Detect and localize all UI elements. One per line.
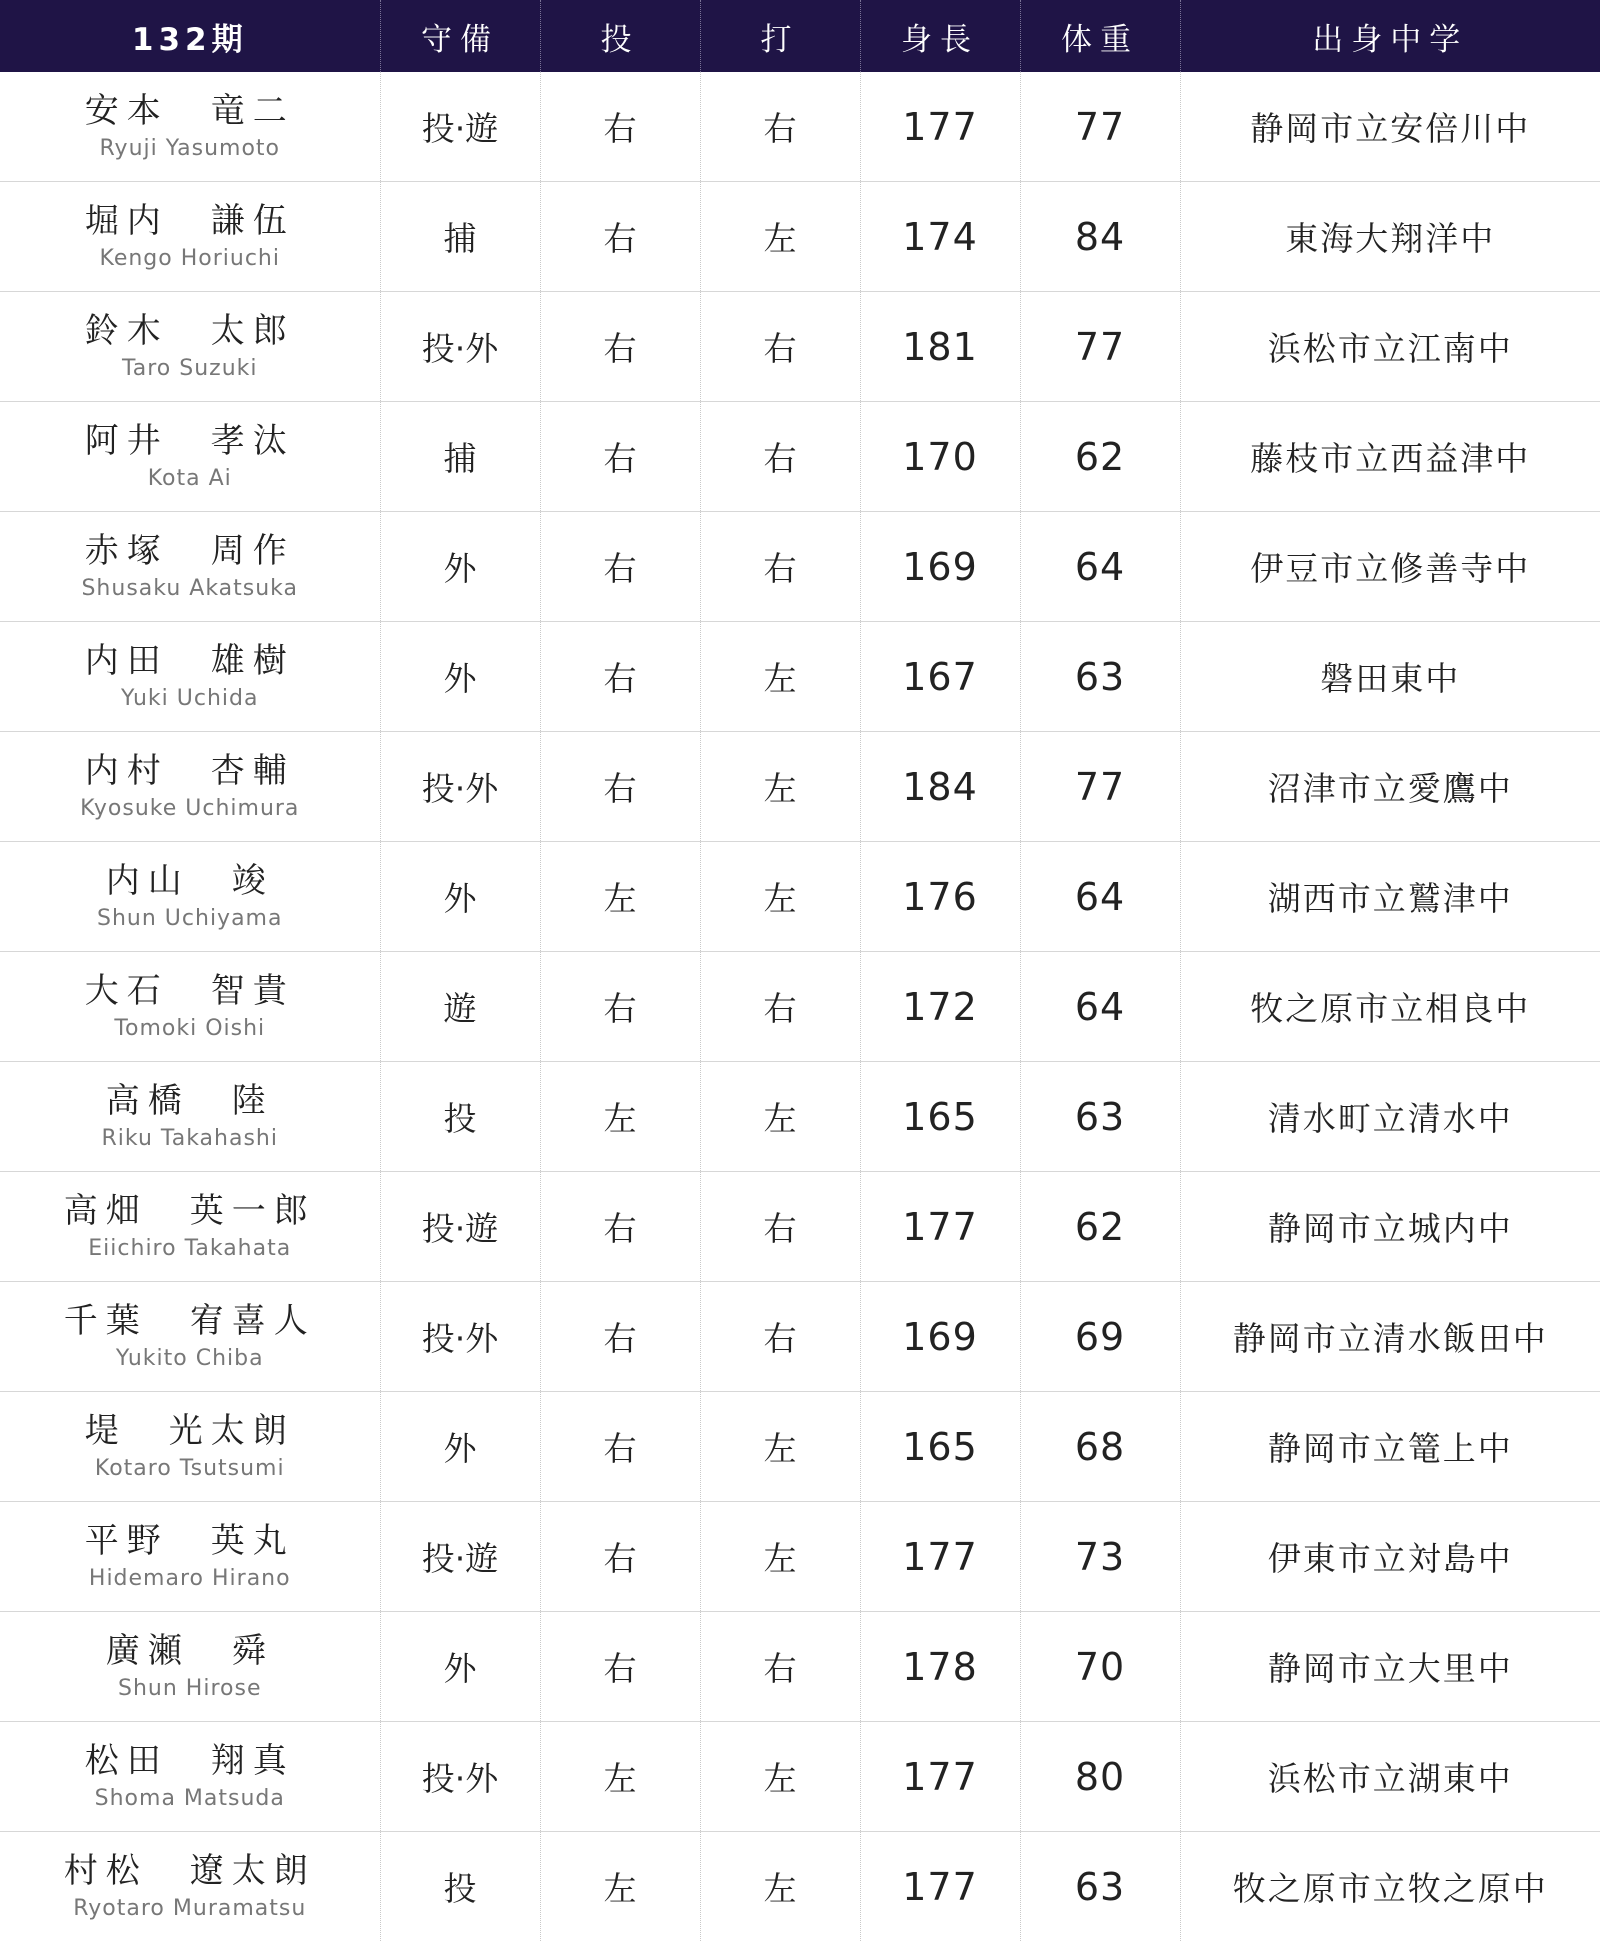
player-name-jp: 廣瀬 舜 bbox=[105, 1630, 274, 1671]
player-weight-cell: 63 bbox=[1020, 622, 1180, 732]
table-row bbox=[0, 952, 1600, 1062]
player-name-jp: 阿井 孝汰 bbox=[84, 420, 295, 461]
player-bat-cell: 左 bbox=[700, 622, 860, 732]
player-school-cell: 沼津市立愛鷹中 bbox=[1180, 732, 1600, 842]
player-bat-cell: 左 bbox=[700, 1722, 860, 1832]
player-position-cell: 投·外 bbox=[380, 292, 540, 402]
player-position-cell: 投·遊 bbox=[380, 1502, 540, 1612]
player-bat-cell: 左 bbox=[700, 1062, 860, 1172]
player-height-cell: 177 bbox=[860, 1722, 1020, 1832]
player-name-cell bbox=[0, 292, 380, 402]
player-name-jp: 大石 智貴 bbox=[84, 970, 295, 1011]
player-name-en: Kota Ai bbox=[147, 465, 232, 491]
player-height-cell: 181 bbox=[860, 292, 1020, 402]
player-weight-cell: 69 bbox=[1020, 1282, 1180, 1392]
player-name-en: Hidemaro Hirano bbox=[88, 1565, 291, 1591]
player-name-en: Tomoki Oishi bbox=[114, 1015, 266, 1041]
player-bat-cell: 右 bbox=[700, 72, 860, 182]
player-bat-cell: 右 bbox=[700, 952, 860, 1062]
player-bat-cell: 左 bbox=[700, 842, 860, 952]
player-position-cell: 投·遊 bbox=[380, 1172, 540, 1282]
player-position-cell: 捕 bbox=[380, 182, 540, 292]
player-name-en: Yukito Chiba bbox=[115, 1345, 264, 1371]
player-weight-cell: 64 bbox=[1020, 512, 1180, 622]
player-height-cell: 174 bbox=[860, 182, 1020, 292]
table-row bbox=[0, 182, 1600, 292]
header-school: 出身中学 bbox=[1180, 0, 1600, 72]
player-height-cell: 184 bbox=[860, 732, 1020, 842]
player-name-cell bbox=[0, 622, 380, 732]
player-name-jp: 赤塚 周作 bbox=[84, 530, 295, 571]
player-height-cell: 172 bbox=[860, 952, 1020, 1062]
table-row bbox=[0, 1832, 1600, 1942]
player-school-cell: 湖西市立鷲津中 bbox=[1180, 842, 1600, 952]
table-row bbox=[0, 292, 1600, 402]
player-position-cell: 投 bbox=[380, 1062, 540, 1172]
player-bat-cell: 右 bbox=[700, 292, 860, 402]
player-throw-cell: 右 bbox=[540, 1172, 700, 1282]
player-name-en: Eiichiro Takahata bbox=[88, 1235, 292, 1261]
player-throw-cell: 左 bbox=[540, 1722, 700, 1832]
player-height-cell: 176 bbox=[860, 842, 1020, 952]
player-school-cell: 静岡市立篭上中 bbox=[1180, 1392, 1600, 1502]
player-name-en: Ryuji Yasumoto bbox=[99, 135, 281, 161]
player-school-cell: 静岡市立安倍川中 bbox=[1180, 72, 1600, 182]
player-name-jp: 高橋 陸 bbox=[105, 1080, 274, 1121]
player-name-cell bbox=[0, 1612, 380, 1722]
player-weight-cell: 77 bbox=[1020, 72, 1180, 182]
player-name-en: Taro Suzuki bbox=[121, 355, 258, 381]
player-name-en: Kyosuke Uchimura bbox=[80, 795, 300, 821]
table-row bbox=[0, 622, 1600, 732]
player-position-cell: 外 bbox=[380, 1392, 540, 1502]
player-school-cell: 浜松市立湖東中 bbox=[1180, 1722, 1600, 1832]
player-name-en: Riku Takahashi bbox=[101, 1125, 278, 1151]
player-throw-cell: 右 bbox=[540, 72, 700, 182]
player-bat-cell: 右 bbox=[700, 512, 860, 622]
table-row bbox=[0, 1392, 1600, 1502]
header-throw: 投 bbox=[540, 0, 700, 72]
table-row bbox=[0, 1502, 1600, 1612]
player-bat-cell: 右 bbox=[700, 1612, 860, 1722]
player-name-en: Shun Hirose bbox=[118, 1675, 262, 1701]
player-position-cell: 遊 bbox=[380, 952, 540, 1062]
player-name-en: Shusaku Akatsuka bbox=[81, 575, 299, 601]
player-position-cell: 投 bbox=[380, 1832, 540, 1942]
player-height-cell: 165 bbox=[860, 1062, 1020, 1172]
player-name-cell bbox=[0, 842, 380, 952]
player-throw-cell: 右 bbox=[540, 512, 700, 622]
player-school-cell: 牧之原市立牧之原中 bbox=[1232, 1869, 1548, 1908]
player-throw-cell: 右 bbox=[540, 1392, 700, 1502]
player-height-cell: 170 bbox=[860, 402, 1020, 512]
table-row bbox=[0, 512, 1600, 622]
player-bat-cell: 左 bbox=[700, 1832, 860, 1942]
table-row bbox=[0, 1172, 1600, 1282]
player-school-cell: 磐田東中 bbox=[1180, 622, 1600, 732]
player-name-jp: 内村 杏輔 bbox=[84, 750, 295, 791]
player-throw-cell: 左 bbox=[540, 842, 700, 952]
player-throw-cell: 右 bbox=[540, 952, 700, 1062]
player-height-cell: 167 bbox=[860, 622, 1020, 732]
player-bat-cell: 左 bbox=[700, 182, 860, 292]
player-weight-cell: 64 bbox=[1020, 842, 1180, 952]
table-row bbox=[0, 402, 1600, 512]
player-school-cell: 伊東市立対島中 bbox=[1180, 1502, 1600, 1612]
player-name-en: Shun Uchiyama bbox=[97, 905, 283, 931]
player-name-cell bbox=[0, 1832, 380, 1942]
player-name-en: Kotaro Tsutsumi bbox=[94, 1455, 285, 1481]
player-height-cell: 169 bbox=[860, 1282, 1020, 1392]
player-name-cell bbox=[0, 1172, 380, 1282]
player-throw-cell: 右 bbox=[540, 182, 700, 292]
player-weight-cell: 77 bbox=[1020, 292, 1180, 402]
player-name-jp: 高畑 英一郎 bbox=[63, 1190, 316, 1231]
player-position-cell: 投·外 bbox=[380, 1722, 540, 1832]
player-name-jp: 千葉 宥喜人 bbox=[63, 1300, 316, 1341]
player-bat-cell: 左 bbox=[700, 1502, 860, 1612]
player-name-jp: 安本 竜二 bbox=[84, 90, 295, 131]
player-position-cell: 投·遊 bbox=[380, 72, 540, 182]
player-throw-cell: 右 bbox=[540, 1502, 700, 1612]
table-row bbox=[0, 842, 1600, 952]
player-weight-cell: 84 bbox=[1020, 182, 1180, 292]
header-height: 身長 bbox=[860, 0, 1020, 72]
player-height-cell: 178 bbox=[860, 1612, 1020, 1722]
player-throw-cell: 右 bbox=[540, 1612, 700, 1722]
player-height-cell: 177 bbox=[860, 72, 1020, 182]
player-school-cell: 清水町立清水中 bbox=[1180, 1062, 1600, 1172]
roster-body bbox=[0, 72, 1600, 1941]
player-position-cell: 外 bbox=[380, 842, 540, 952]
player-throw-cell: 右 bbox=[540, 402, 700, 512]
player-name-jp: 村松 遼太朗 bbox=[63, 1850, 316, 1891]
table-row bbox=[0, 1282, 1600, 1392]
player-position-cell: 外 bbox=[380, 512, 540, 622]
player-bat-cell: 右 bbox=[700, 402, 860, 512]
table-row bbox=[0, 732, 1600, 842]
table-header-row bbox=[0, 0, 1600, 72]
player-height-cell: 169 bbox=[860, 512, 1020, 622]
player-name-cell bbox=[0, 1502, 380, 1612]
header-name: 132期 bbox=[0, 0, 380, 72]
player-school-cell: 藤枝市立西益津中 bbox=[1180, 402, 1600, 512]
player-weight-cell: 77 bbox=[1020, 732, 1180, 842]
player-bat-cell: 右 bbox=[700, 1282, 860, 1392]
player-name-jp: 堤 光太朗 bbox=[84, 1410, 295, 1451]
header-bat: 打 bbox=[700, 0, 860, 72]
player-name-cell bbox=[0, 1282, 380, 1392]
player-throw-cell: 左 bbox=[540, 1832, 700, 1942]
header-weight: 体重 bbox=[1020, 0, 1180, 72]
player-position-cell: 投·外 bbox=[380, 1282, 540, 1392]
player-throw-cell: 右 bbox=[540, 622, 700, 732]
player-bat-cell: 左 bbox=[700, 1392, 860, 1502]
player-name-cell bbox=[0, 952, 380, 1062]
player-name-cell bbox=[0, 1722, 380, 1832]
player-name-jp: 平野 英丸 bbox=[84, 1520, 295, 1561]
player-name-en: Yuki Uchida bbox=[121, 685, 259, 711]
player-bat-cell: 右 bbox=[700, 1172, 860, 1282]
player-school-cell: 静岡市立大里中 bbox=[1180, 1612, 1600, 1722]
player-weight-cell: 70 bbox=[1020, 1612, 1180, 1722]
player-school-cell: 伊豆市立修善寺中 bbox=[1180, 512, 1600, 622]
player-weight-cell: 68 bbox=[1020, 1392, 1180, 1502]
player-position-cell: 捕 bbox=[380, 402, 540, 512]
player-throw-cell: 右 bbox=[540, 1282, 700, 1392]
table-row bbox=[0, 72, 1600, 182]
player-weight-cell: 63 bbox=[1020, 1062, 1180, 1172]
header-position: 守備 bbox=[380, 0, 540, 72]
player-name-cell bbox=[0, 402, 380, 512]
player-throw-cell: 右 bbox=[540, 732, 700, 842]
player-name-jp: 鈴木 太郎 bbox=[84, 310, 295, 351]
player-position-cell: 投·外 bbox=[380, 732, 540, 842]
table-row bbox=[0, 1612, 1600, 1722]
player-name-jp: 内山 竣 bbox=[105, 860, 274, 901]
player-bat-cell: 左 bbox=[700, 732, 860, 842]
player-throw-cell: 右 bbox=[540, 292, 700, 402]
player-school-cell: 静岡市立清水飯田中 bbox=[1180, 1282, 1600, 1392]
player-name-cell bbox=[0, 72, 380, 182]
table-row bbox=[0, 1062, 1600, 1172]
player-position-cell: 外 bbox=[380, 622, 540, 732]
player-name-en: Kengo Horiuchi bbox=[99, 245, 280, 271]
player-name-cell bbox=[0, 1062, 380, 1172]
player-school-cell: 静岡市立城内中 bbox=[1180, 1172, 1600, 1282]
player-height-cell: 177 bbox=[860, 1172, 1020, 1282]
player-height-cell: 177 bbox=[860, 1502, 1020, 1612]
player-weight-cell: 63 bbox=[1020, 1832, 1180, 1942]
player-name-en: Shoma Matsuda bbox=[94, 1785, 285, 1811]
player-school-cell: 牧之原市立相良中 bbox=[1180, 952, 1600, 1062]
player-height-cell: 177 bbox=[860, 1832, 1020, 1942]
player-weight-cell: 73 bbox=[1020, 1502, 1180, 1612]
player-school-cell: 浜松市立江南中 bbox=[1180, 292, 1600, 402]
player-name-jp: 堀内 謙伍 bbox=[84, 200, 295, 241]
player-name-jp: 内田 雄樹 bbox=[84, 640, 295, 681]
player-school-cell: 東海大翔洋中 bbox=[1180, 182, 1600, 292]
player-name-cell bbox=[0, 1392, 380, 1502]
table-row bbox=[0, 1722, 1600, 1832]
player-weight-cell: 62 bbox=[1020, 1172, 1180, 1282]
player-weight-cell: 80 bbox=[1020, 1722, 1180, 1832]
player-height-cell: 165 bbox=[860, 1392, 1020, 1502]
player-name-cell bbox=[0, 732, 380, 842]
player-name-jp: 松田 翔真 bbox=[84, 1740, 295, 1781]
player-name-cell bbox=[0, 512, 380, 622]
player-throw-cell: 左 bbox=[540, 1062, 700, 1172]
player-name-en: Ryotaro Muramatsu bbox=[73, 1895, 307, 1921]
player-position-cell: 外 bbox=[380, 1612, 540, 1722]
player-weight-cell: 64 bbox=[1020, 952, 1180, 1062]
player-weight-cell: 62 bbox=[1020, 402, 1180, 512]
player-name-cell bbox=[0, 182, 380, 292]
